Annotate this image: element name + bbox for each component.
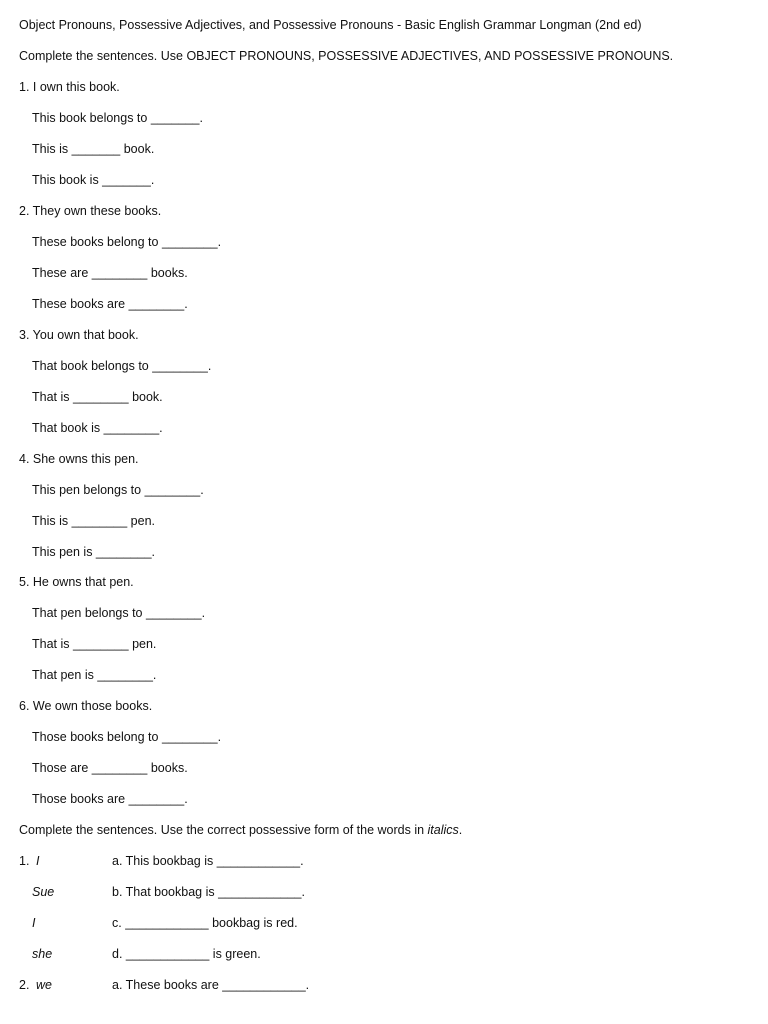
possessive-sentence: b. That bookbag is ____________. [112,885,305,899]
italic-word: I [36,854,40,868]
instructions-2-text: Complete the sentences. Use the correct possessive form of the words in [19,823,428,837]
exercise-prompt: 5. He owns that pen. [19,575,134,589]
exercise-line: Those books belong to ________. [32,730,222,744]
exercise-line: This is ________ pen. [32,514,156,528]
exercise-line: This pen belongs to ________. [32,483,204,497]
italic-word: I [32,916,36,930]
exercise-line: That is ________ pen. [32,637,157,651]
page-title: Object Pronouns, Possessive Adjectives, and Possessive Pronouns - Basic English Grammar Longman (2nd ed) [19,18,642,32]
exercise-line: That pen is ________. [32,668,157,682]
exercise-line: This pen is ________. [32,545,156,559]
possessive-sentence: a. These books are ____________. [112,978,310,992]
instructions-1: Complete the sentences. Use OBJECT PRONOUNS, POSSESSIVE ADJECTIVES, AND POSSESSIVE PRONOUNS. [19,49,674,63]
exercise-line: This book is _______. [32,173,155,187]
exercise-prompt: 3. You own that book. [19,328,139,342]
possessive-sentence: c. ____________ bookbag is red. [112,916,298,930]
exercise-line: These are ________ books. [32,266,188,280]
item-number: 2. [19,978,30,992]
italic-word: we [36,978,52,992]
italic-word: she [32,947,53,961]
exercise-prompt: 2. They own these books. [19,204,162,218]
instructions-2-italic: italics [427,823,459,837]
possessive-sentence: a. This bookbag is ____________. [112,854,304,868]
exercise-line: This is _______ book. [32,142,155,156]
exercise-prompt: 1. I own this book. [19,80,120,94]
exercise-line: These books belong to ________. [32,235,222,249]
exercise-line: That book is ________. [32,421,163,435]
exercise-line: That is ________ book. [32,390,163,404]
instructions-2 [19,822,462,838]
exercise-line: Those books are ________. [32,792,188,806]
exercise-line: This book belongs to _______. [32,111,203,125]
exercise-line: Those are ________ books. [32,761,188,775]
exercise-line: That book belongs to ________. [32,359,212,373]
italic-word: Sue [32,885,55,899]
exercise-line: These books are ________. [32,297,188,311]
exercise-prompt: 6. We own those books. [19,699,153,713]
exercise-prompt: 4. She owns this pen. [19,452,139,466]
instructions-2-end: . [458,823,463,837]
item-number: 1. [19,854,30,868]
exercise-line: That pen belongs to ________. [32,606,206,620]
possessive-sentence: d. ____________ is green. [112,947,261,961]
